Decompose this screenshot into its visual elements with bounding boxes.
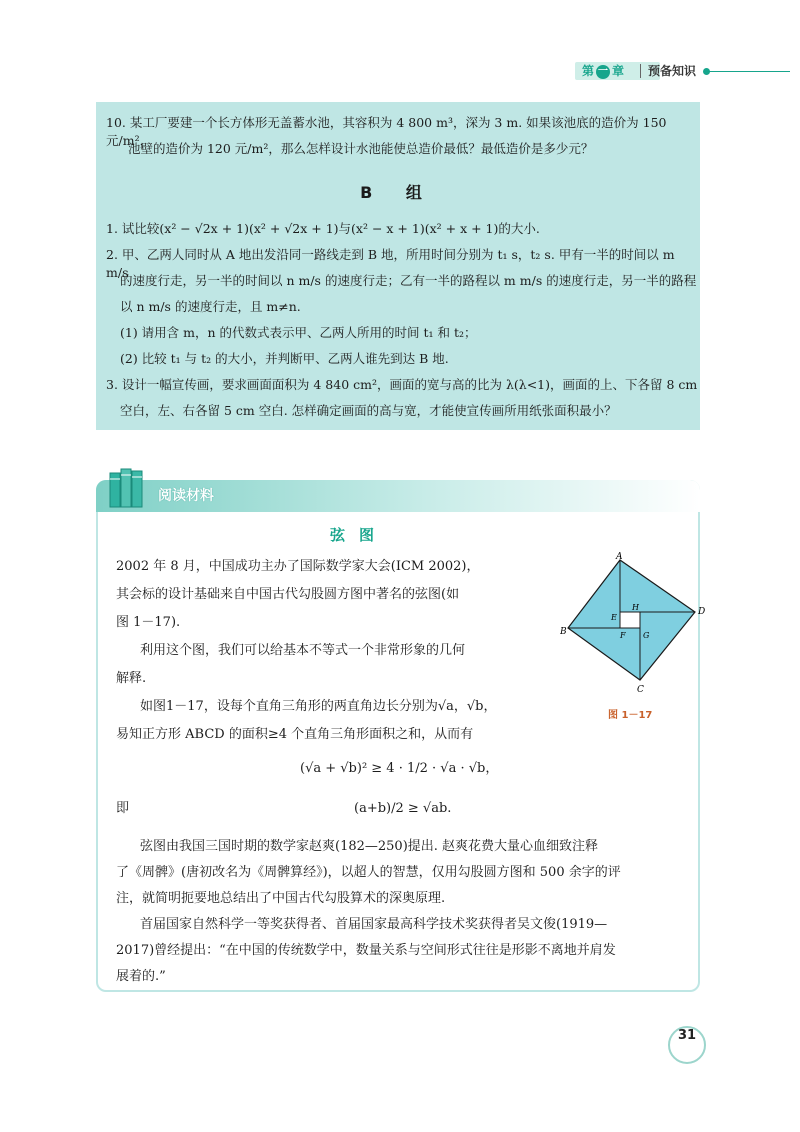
- para3-line1: 如图1－17，设每个直角三角形的两直角边长分别为√a，√b，: [140, 699, 497, 714]
- para5-line3: 展着的.”: [116, 969, 166, 984]
- b-q2-sub2: (2) 比较 t₁ 与 t₂ 的大小，并判断甲、乙两人谁先到达 B 地.: [120, 351, 449, 366]
- chapter-number: 一: [598, 65, 609, 77]
- para1-line1: 2002 年 8 月，中国成功主办了国际数学家大会(ICM 2002)，: [116, 559, 480, 574]
- formula-2: (a+b)/2 ≥ √ab.: [354, 801, 452, 816]
- section-title: 预备知识: [648, 64, 697, 78]
- chapter-prefix: 第: [582, 64, 595, 78]
- label-d: D: [698, 607, 706, 617]
- label-g: G: [643, 631, 650, 640]
- books-icon: [108, 465, 150, 509]
- label-c: C: [637, 685, 644, 695]
- para1-line2: 其会标的设计基础来自中国古代勾股圆方图中著名的弦图(如: [116, 587, 460, 602]
- group-title: B 组: [360, 183, 436, 202]
- article-title: 弦图: [330, 526, 389, 544]
- para2-line1: 利用这个图，我们可以给基本不等式一个非常形象的几何: [140, 643, 466, 658]
- q10-line2: 池壁的造价为 120 元/m²，那么怎样设计水池能使总造价最低？最低造价是多少元？: [128, 141, 594, 156]
- chapter-suffix: 章: [612, 64, 625, 78]
- b-q2-line2: 的速度行走，另一半的时间以 n m/s 的速度行走；乙有一半的路程以 m m/s 的速度行走，另一半的路程: [120, 273, 697, 288]
- para5-line2: 2017)曾经提出：“在中国的传统数学中，数量关系与空间形式往往是形影不离地并肩发: [116, 943, 616, 958]
- reading-box-title: 阅读材料: [158, 488, 214, 504]
- exercise-panel: [96, 102, 700, 430]
- ji-word: 即: [116, 801, 130, 816]
- para4-line1: 弦图由我国三国时期的数学家赵爽(182—250)提出. 赵爽花费大量心血细致注释: [140, 839, 599, 854]
- para1-line3: 图 1－17).: [116, 615, 181, 630]
- header-divider: [640, 64, 641, 78]
- q10-line1: 10. 某工厂要建一个长方体形无盖蓄水池，其容积为 4 800 m³，深为 3 m. 如果该池底的造价为 150 元/m²，: [106, 115, 667, 148]
- xian-figure: [560, 550, 710, 700]
- label-a: A: [616, 552, 623, 562]
- para4-line3: 注，就简明扼要地总结出了中国古代勾股算术的深奥原理.: [116, 891, 446, 906]
- label-f: F: [620, 631, 626, 640]
- para4-line2: 了《周髀》(唐初改名为《周髀算经》)，以超人的智慧，仅用勾股圆方图和 500 余字的评: [116, 865, 621, 880]
- para3-line2: 易知正方形 ABCD 的面积≥4 个直角三角形面积之和，从而有: [116, 727, 474, 742]
- b-q1: 1. 试比较(x² − √2x + 1)(x² + √2x + 1)与(x² − x + 1)(x² + x + 1)的大小.: [106, 221, 540, 236]
- para5-line1: 首届国家自然科学一等奖获得者、首届国家最高科学技术奖获得者吴文俊(1919—: [140, 917, 608, 932]
- page-number: 31: [668, 1026, 706, 1064]
- b-q3-line2: 空白，左、右各留 5 cm 空白. 怎样确定画面的高与宽，才能使宣传画所用纸张面积最小？: [120, 403, 617, 418]
- label-e: E: [611, 613, 617, 622]
- para2-line2: 解释.: [116, 671, 147, 686]
- figure-caption: 图 1－17: [608, 710, 653, 721]
- header-rule: [708, 71, 790, 72]
- label-h: H: [632, 603, 639, 612]
- b-q2-line3: 以 n m/s 的速度行走，且 m≠n.: [120, 299, 301, 314]
- b-q2-line1: 2. 甲、乙两人同时从 A 地出发沿同一路线走到 B 地，所用时间分别为 t₁ s，t₂ s. 甲有一半的时间以 m m/s: [106, 247, 675, 280]
- page-header: [0, 60, 800, 82]
- b-q3-line1: 3. 设计一幅宣传画，要求画面面积为 4 840 cm²，画面的宽与高的比为 λ(λ<1)，画面的上、下各留 8 cm: [106, 377, 698, 392]
- formula-1: (√a + √b)² ≥ 4 · 1/2 · √a · √b，: [300, 761, 499, 776]
- label-b: B: [560, 627, 567, 637]
- chapter-label: [582, 62, 624, 80]
- b-q2-sub1: (1) 请用含 m，n 的代数式表示甲、乙两人所用的时间 t₁ 和 t₂；: [120, 325, 477, 340]
